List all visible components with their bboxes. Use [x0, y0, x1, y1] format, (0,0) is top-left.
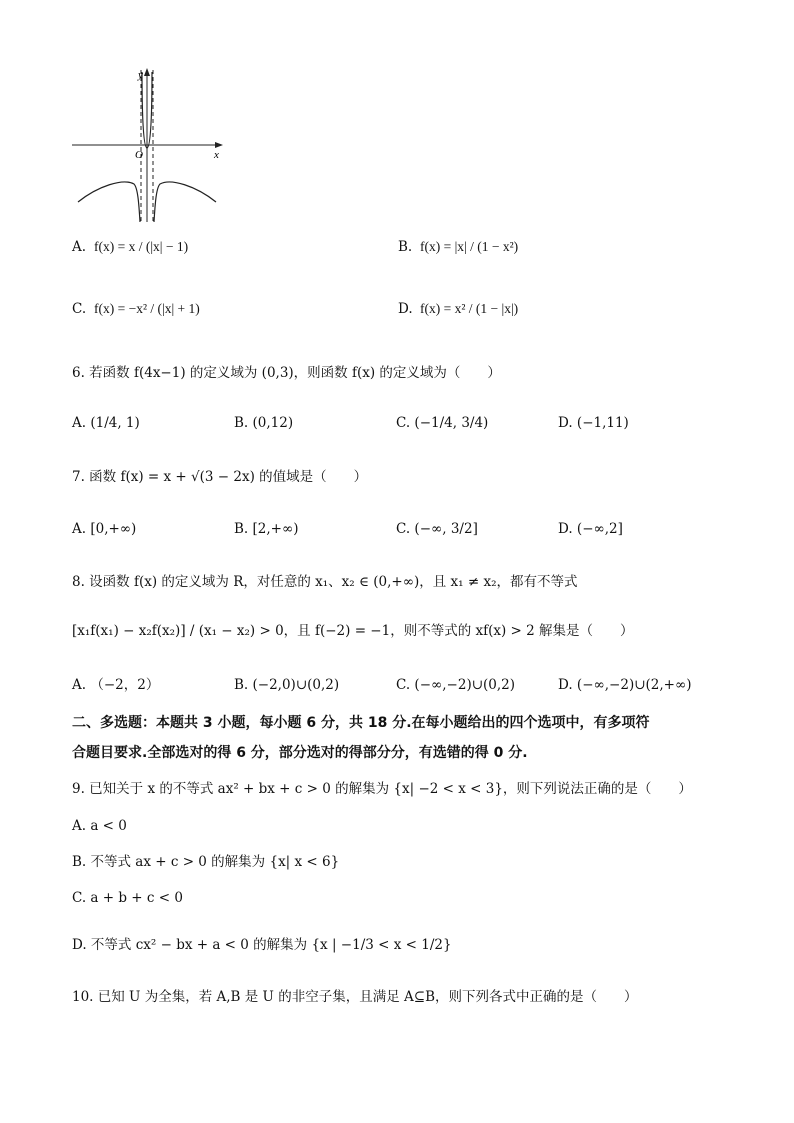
q9-option-c: C. a + b + c < 0: [72, 890, 183, 906]
y-label: y: [138, 69, 143, 81]
q7-option-b: B. [2,+∞): [234, 521, 299, 537]
q5-option-b: [398, 238, 518, 256]
q8-option-c: C. (−∞,−2)∪(0,2): [396, 677, 516, 693]
q8-stem: 8. 设函数 f(x) 的定义域为 R，对任意的 x₁、x₂ ∈ (0,+∞)，且 x₁ ≠ x₂，都有不等式: [72, 574, 578, 590]
q9-option-a: A. a < 0: [72, 818, 127, 834]
q8-option-b: B. (−2,0)∪(0,2): [234, 677, 340, 693]
q7-option-d: D. (−∞,2]: [558, 521, 623, 537]
q6-option-a: A. (1/4, 1): [72, 415, 140, 431]
q5-option-d-expr: f(x) = x² / (1 − |x|): [420, 301, 519, 316]
q10-stem: 10. 已知 U 为全集，若 A,B 是 U 的非空子集，且满足 A⊆B，则下列各式中正确的是（ ）: [72, 989, 638, 1005]
q5-option-c-expr: f(x) = −x² / (|x| + 1): [94, 301, 200, 316]
function-graph: [68, 66, 228, 226]
q5-option-c-label: C.: [72, 301, 87, 317]
q9-option-b: B. 不等式 ax + c > 0 的解集为 {x| x < 6}: [72, 854, 340, 870]
curve-right: [154, 182, 216, 222]
q8-option-a: A. （−2，2）: [72, 677, 160, 693]
q9-stem: 9. 已知关于 x 的不等式 ax² + bx + c > 0 的解集为 {x| −2 < x < 3}，则下列说法正确的是（ ）: [72, 781, 692, 797]
x-axis-arrow: [215, 142, 223, 148]
q5-option-b-expr: f(x) = |x| / (1 − x²): [420, 239, 519, 254]
q8-stem-continued: [x₁f(x₁) − x₂f(x₂)] / (x₁ − x₂) > 0，且 f(−2) = −1，则不等式的 xf(x) > 2 解集是（ ）: [72, 623, 634, 639]
q5-option-a: [72, 238, 188, 256]
origin-label: O: [135, 149, 143, 161]
section-2-heading-line1: 二、多选题：本题共 3 小题，每小题 6 分，共 18 分.在每小题给出的四个选项中，有多项符: [72, 715, 650, 731]
q7-option-c: C. (−∞, 3/2]: [396, 521, 478, 537]
x-label: x: [214, 149, 219, 161]
y-axis-arrow: [144, 68, 150, 76]
q6-option-d: D. (−1,11): [558, 415, 629, 431]
q7-stem: 7. 函数 f(x) = x + √(3 − 2x) 的值域是（ ）: [72, 469, 368, 485]
q6-stem: 6. 若函数 f(4x−1) 的定义域为 (0,3)，则函数 f(x) 的定义域为（ ）: [72, 365, 501, 381]
q8-option-d: D. (−∞,−2)∪(2,+∞): [558, 677, 692, 693]
q5-option-c: [72, 300, 200, 318]
q7-option-a: A. [0,+∞): [72, 521, 137, 537]
q5-option-a-expr: f(x) = x / (|x| − 1): [94, 239, 189, 254]
q6-option-c: C. (−1/4, 3/4): [396, 415, 489, 431]
q6-option-b: B. (0,12): [234, 415, 294, 431]
q5-option-d: [398, 300, 518, 318]
q5-option-d-label: D.: [398, 301, 413, 317]
q9-option-d: D. 不等式 cx² − bx + a < 0 的解集为 {x | −1/3 < x < 1/2}: [72, 937, 452, 953]
q5-option-b-label: B.: [398, 239, 413, 255]
curve-left: [78, 182, 140, 222]
q5-option-a-label: A.: [72, 239, 87, 255]
section-2-heading-line2: 合题目要求.全部选对的得 6 分，部分选对的得部分分，有选错的得 0 分.: [72, 745, 528, 761]
